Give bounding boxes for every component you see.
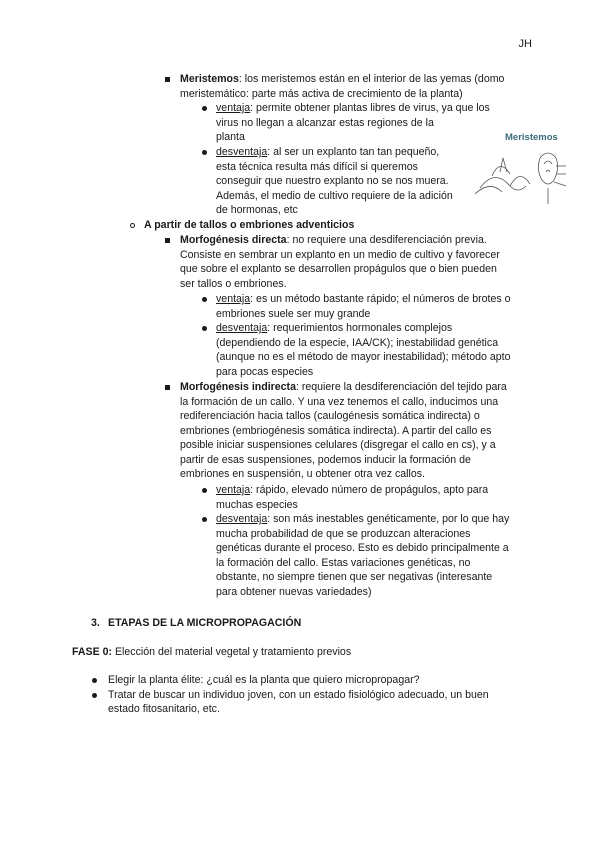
- indirecta-line-3: rediferenciación hacia tallos (caulogénesis somática indirecta) o: [180, 410, 480, 422]
- section-number: 3.: [91, 617, 100, 629]
- ventaja-label: ventaja: [216, 102, 251, 114]
- directa-desventaja-line-1: [216, 321, 452, 336]
- page-header-initials: JH: [518, 38, 532, 50]
- directa-line-4: ser tallos o embriones.: [180, 277, 287, 290]
- meristemos-desventaja-line-5: de hormonas, etc: [216, 204, 298, 216]
- meristemos-line-2: meristemático: parte más activa de crecimiento de la planta): [180, 88, 463, 100]
- directa-desventaja-line-4: para pocas especies: [216, 365, 314, 378]
- ventaja-label: ventaja: [216, 293, 251, 305]
- desventaja-text: : requerimientos hormonales complejos: [267, 322, 453, 334]
- round-bullet: [202, 488, 207, 493]
- fase0-line: [72, 645, 351, 660]
- fase0-label: FASE 0:: [72, 646, 113, 658]
- desventaja-text: : al ser un explanto tan tan pequeño,: [267, 146, 440, 158]
- meristemos-desventaja-line-4: Además, el medio de cultivo requiere de la adición: [216, 189, 453, 202]
- tallos-heading: A partir de tallos o embriones adventicios: [144, 219, 355, 231]
- indirecta-ventaja-line-2: muchas especies: [216, 498, 298, 511]
- section-title: ETAPAS DE LA MICROPROPAGACIÓN: [108, 617, 302, 629]
- square-bullet: [165, 77, 170, 82]
- directa-desventaja-line-2: (dependiendo de la especie, IAA/CK); inestabilidad genética: [216, 336, 499, 349]
- ventaja-text: : es un método bastante rápido; el números de brotes o: [250, 293, 511, 305]
- meristemos-desventaja-line-1: [216, 145, 439, 160]
- round-bullet: [92, 693, 97, 698]
- directa-ventaja-line-2: embriones suele ser muy grande: [216, 307, 371, 320]
- indirecta-desventaja-line-6: para obtener nuevas variedades): [216, 585, 372, 598]
- directa-title: Morfogénesis directa: [180, 234, 287, 246]
- meristemos-text-1: : los meristemos están en el interior de las yemas (domo: [238, 73, 505, 85]
- fase0-item-2-cont: estado fitosanitario, etc.: [108, 703, 220, 715]
- directa-line-3: que sobre el explanto se desarrollen propágulos que o bien pueden: [180, 263, 497, 275]
- directa-line-2: Consiste en sembrar un explanto en un medio de cultivo y favorecer: [180, 248, 500, 261]
- hollow-circle-bullet: [130, 223, 135, 228]
- meristemos-title: Meristemos: [180, 73, 239, 85]
- indirecta-ventaja-line-1: [216, 483, 488, 498]
- fase0-item-2: Tratar de buscar un individuo joven, con un estado fisiológico adecuado, un buen: [108, 688, 489, 701]
- desventaja-label: desventaja: [216, 146, 268, 158]
- round-bullet: [202, 297, 207, 302]
- directa-text-1: : no requiere una desdiferenciación previa.: [286, 234, 487, 246]
- round-bullet: [202, 517, 207, 522]
- indirecta-desventaja-line-4: la formación del callo. Estas variaciones genéticas, no: [216, 556, 471, 569]
- indirecta-line-2: la formación de un callo. Y una vez tenemos el callo, inducimos una: [180, 395, 499, 408]
- indirecta-desventaja-line-1: [216, 512, 509, 527]
- ventaja-text: : rápido, elevado número de propágulos, apto para: [250, 484, 489, 496]
- meristemos-desventaja-line-2: esta técnica resulta más difícil si queremos: [216, 160, 418, 173]
- directa-ventaja-line-1: [216, 292, 510, 307]
- meristem-illustration: [470, 128, 570, 208]
- meristemos-line-1: [180, 72, 504, 87]
- ventaja-text: : permite obtener plantas libres de virus, ya que los: [250, 102, 490, 114]
- directa-line-1: [180, 233, 487, 248]
- fase0-text: Elección del material vegetal y tratamiento previos: [112, 646, 352, 658]
- indirecta-line-5: posible iniciar suspensiones celulares (disgregar el callo en cs), y a: [180, 439, 496, 451]
- indirecta-line-4: embriones (embriogénesis somática indirecta). A partir del callo es: [180, 424, 492, 437]
- square-bullet: [165, 238, 170, 243]
- indirecta-line-1: [180, 380, 507, 395]
- indirecta-text-1: : requiere la desdiferenciación del tejido para: [295, 381, 507, 393]
- indirecta-desventaja-line-3: genéticas durante el proceso. Esto es debido principalmente a: [216, 542, 509, 554]
- fase0-item-1: Elegir la planta élite: ¿cuál es la planta que quiero micropropagar?: [108, 674, 420, 686]
- meristemos-ventaja-line-1: [216, 101, 490, 116]
- figure-title: Meristemos: [505, 132, 558, 143]
- meristemos-ventaja-line-2: virus no llegan a alcanzar estas regiones de la: [216, 116, 434, 129]
- indirecta-desventaja-line-2: mucha probabilidad de que se produzcan alteraciones: [216, 527, 471, 540]
- indirecta-title: Morfogénesis indirecta: [180, 381, 296, 393]
- round-bullet: [202, 326, 207, 331]
- square-bullet: [165, 385, 170, 390]
- indirecta-line-7: embriones en suspensión, u obtener otra vez callos.: [180, 468, 425, 480]
- round-bullet: [202, 150, 207, 155]
- desventaja-label: desventaja: [216, 513, 268, 525]
- round-bullet: [202, 106, 207, 111]
- indirecta-desventaja-line-5: obstante, no siempre tienen que ser negativas (interesante: [216, 571, 493, 583]
- directa-desventaja-line-3: (aunque no es el método de mayor inestabilidad); método apto: [216, 351, 511, 363]
- meristemos-ventaja-line-3: planta: [216, 131, 245, 143]
- desventaja-label: desventaja: [216, 322, 268, 334]
- ventaja-label: ventaja: [216, 484, 251, 496]
- indirecta-line-6: partir de esas suspensiones, podemos inducir la formación de: [180, 453, 471, 466]
- desventaja-text: : son más inestables genéticamente, por lo que hay: [267, 513, 510, 525]
- meristemos-desventaja-line-3: conseguir que nuestro explanto no se nos muera.: [216, 175, 449, 187]
- round-bullet: [92, 678, 97, 683]
